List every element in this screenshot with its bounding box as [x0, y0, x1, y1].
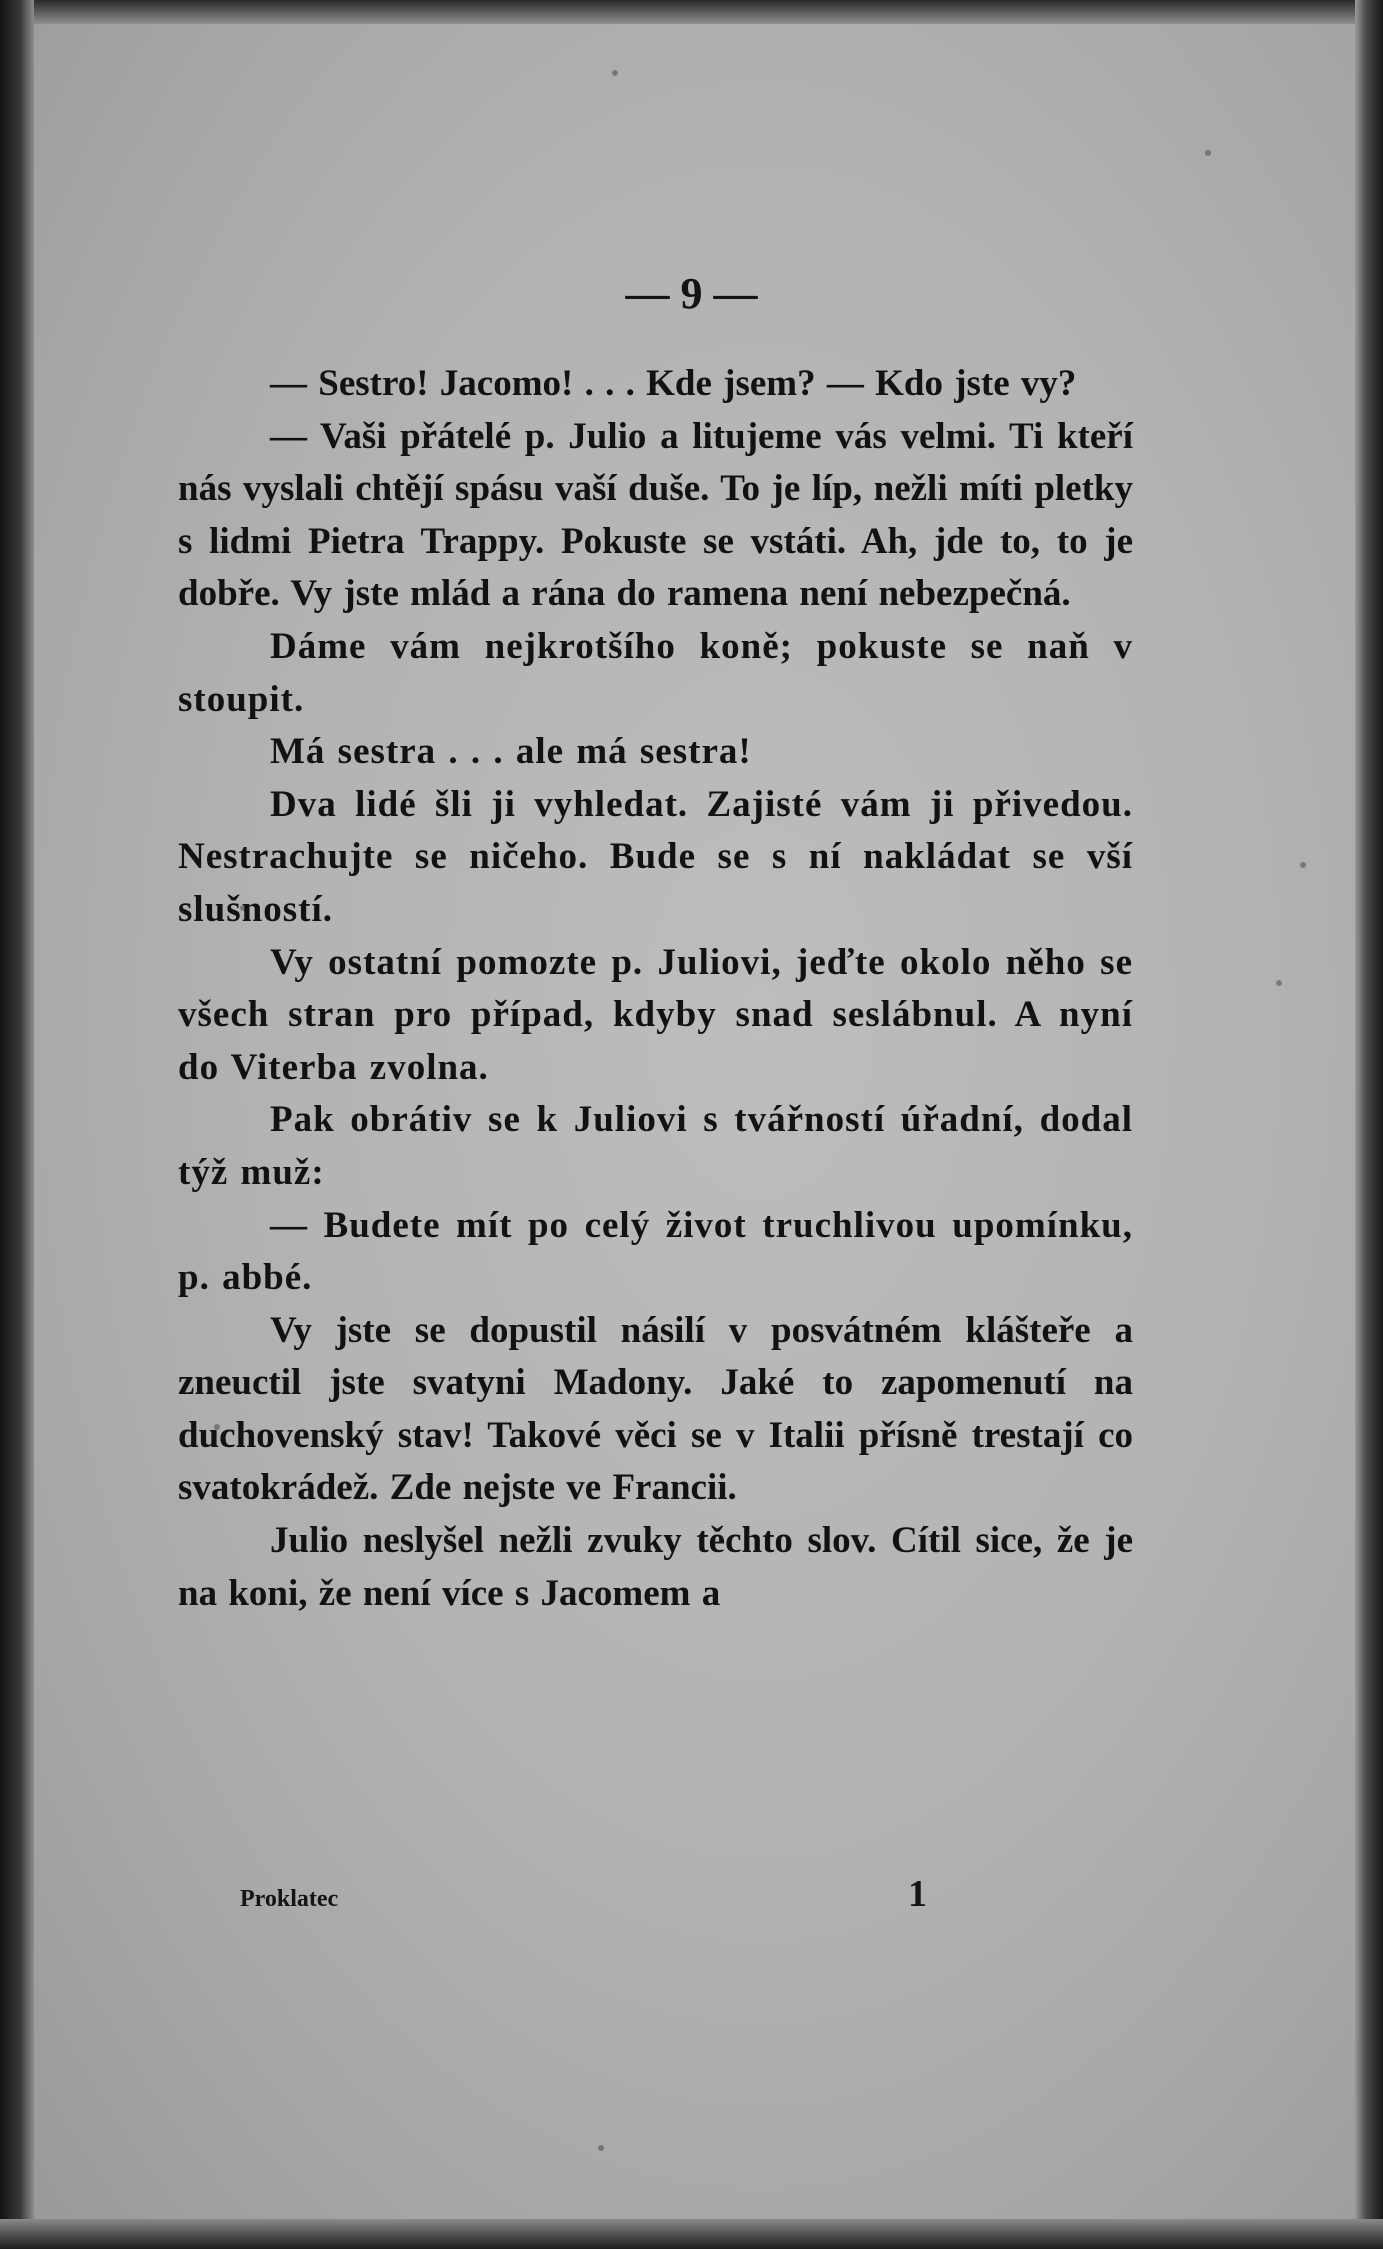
paper-speck [1300, 862, 1306, 868]
page-edge-top [0, 0, 1383, 24]
paragraph-6: Vy ostatní pomozte p. Juliovi, jeďte okolo něho se všech stran pro případ, kdyby snad seslábnul. A nyní do Viterba zvolna. [178, 941, 1133, 1088]
paper-speck [1205, 150, 1211, 156]
paragraph-3: Dáme vám nejkrotšího koně; pokuste se naň v stoupit. [178, 625, 1133, 720]
paragraph-10: Julio neslyšel nežli zvuky těchto slov. Cítil sice, že je na koni, že není více s Jacomem a [178, 1520, 1133, 1614]
paper-speck [598, 2145, 604, 2151]
paragraph-8: — Budete mít po celý život truchlivou upomínku, p. abbé. [178, 1204, 1133, 1299]
paragraph-2: — Vaši přátelé p. Julio a litujeme vás velmi. Ti kteří nás vyslali chtějí spásu vaší duše. To je líp, nežli míti pletky s lidmi Pietra Trappy. Pokuste se vstáti. Ah, jde to, to je dobře. Vy jste mlád a rána do ramena není nebezpečná. [178, 415, 1133, 615]
paragraph-4: Má sestra . . . ale má sestra! [270, 731, 752, 773]
page-edge-left [0, 0, 34, 2249]
page-footer [240, 1873, 940, 1930]
page-number: — 9 — [625, 269, 758, 318]
paragraph-9: Vy jste se dopustil násilí v posvátném klášteře a zneuctil jste svatyni Madony. Jaké to zapomenutí na duchovenský stav! Takové věci se v Italii přísně trestají co svatokrádež. Zde nejste ve Francii. [178, 1309, 1133, 1509]
paper-speck [1276, 980, 1282, 986]
page-body [178, 358, 1133, 1620]
paper-speck [612, 70, 618, 76]
paragraph-1: — Sestro! Jacomo! . . . Kde jsem? — Kdo jste vy? [270, 363, 1077, 404]
paragraph-5: Dva lidé šli ji vyhledat. Zajisté vám ji přivedou. Nestrachujte se ničeho. Bude se s ní nakládat se vší slušností. [178, 783, 1133, 930]
signature-number: 1 [908, 1873, 927, 1915]
page-edge-right [1355, 0, 1383, 2249]
paragraph-7: Pak obrátiv se k Juliovi s tvářností úřadní, dodal týž muž: [178, 1099, 1133, 1193]
page-edge-bottom [0, 2219, 1383, 2249]
signature-title: Proklatec [240, 1886, 339, 1912]
